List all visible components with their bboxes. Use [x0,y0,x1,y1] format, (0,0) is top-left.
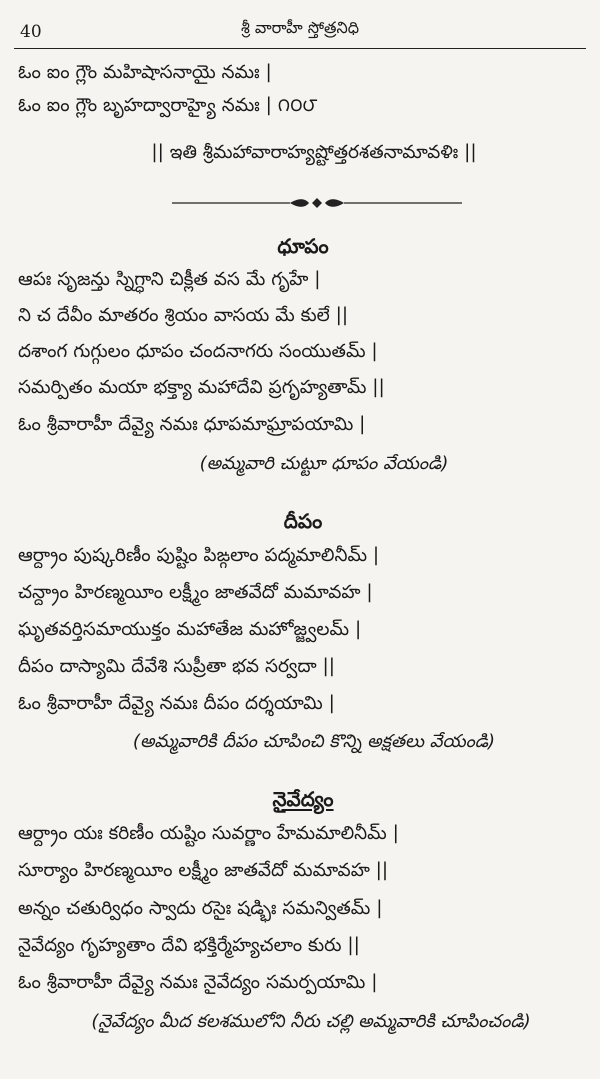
verse-line: దశాంగ గుగ్గులం ధూపం చందనాగరు సంయుతమ్ | [18,341,378,362]
intro-line: ఓం ఐం గ్లౌం బృహద్వారాహ్యై నమః | ౧౦౮ [18,95,318,116]
page-number: 40 [20,22,42,42]
verse-line: చన్ద్రాం హిరణ్మయీం లక్ష్మీం జాతవేదో మమావహ | [18,582,373,603]
verse-line: దీపం దాస్యామి దేవేశి సుప్రీతా భవ సర్వదా || [18,656,335,677]
section-title-deepam: దీపం [283,509,323,533]
instruction-note: (అమ్మవారికి దీపం చూపించి కొన్ని అక్షతలు వేయండి) [132,731,496,752]
section-title-naivedyam [18,787,588,811]
verse-line: ఓం శ్రీవారాహీ దేవ్యై నమః దీపం దర్శయామి | [18,693,335,714]
running-title: శ్రీ వారాహీ స్తోత్రనిధి [240,18,360,37]
verse-line: ఆర్ద్రాం పుష్కరిణీం పుష్టిం పిఙ్గలాం పద్మమాలినీమ్ | [18,545,380,566]
instruction-note: (నైవేద్యం మీద కలశములోని నీరు చల్లి అమ్మవారికి చూపించండి) [91,1011,531,1032]
verse-line: ఓం శ్రీవారాహీ దేవ్యై నమః ధూపమాఘ్రాపయామి | [18,414,366,435]
verse-line: అన్నం చతుర్విధం స్వాదు రసైః షడ్భిః సమన్వితమ్ | [18,898,383,919]
section-title-text: నైవేద్యం [272,787,334,811]
verse-line: ఆర్ద్రాం యః కరిణీం యష్టిం సువర్ణాం హేమమాలినీమ్ | [18,823,399,844]
section-title-dhoopam: ధూపం [277,234,329,258]
verse-line: ఓం శ్రీవారాహీ దేవ్యై నమః నైవేద్యం సమర్పయామి | [18,972,378,993]
scroll-divider-icon [172,197,462,209]
verse-line: ఘృతవర్తిసమాయుక్తం మహాతేజ మహోజ్జ్వలమ్ | [18,619,362,640]
verse-line: నైవేద్యం గృహ్యతాం దేవి భక్తిర్మేహ్యచలాం కురు || [18,935,360,956]
colophon-line: || ఇతి శ్రీమహావారాహ్యష్టోత్తరశతనామావళిః || [151,142,477,163]
intro-line: ఓం ఐం గ్లౌం మహిషాసనాయై నమః | [18,62,272,83]
instruction-note: (అమ్మవారి చుట్టూ ధూపం వేయండి) [199,453,449,474]
verse-line: సమర్పితం మయా భక్త్యా మహాదేవి ప్రగృహ్యతామ్ || [18,377,385,398]
page-header [14,8,586,49]
verse-line: సూర్యాం హిరణ్మయీం లక్ష్మీం జాతవేదో మమావహ || [18,860,389,881]
verse-line: ని చ దేవీం మాతరం శ్రియం వాసయ మే కులే || [18,305,349,326]
verse-line: ఆపః సృజన్తు స్నిగ్ధాని చిక్లీత వస మే గృహే | [18,269,321,290]
